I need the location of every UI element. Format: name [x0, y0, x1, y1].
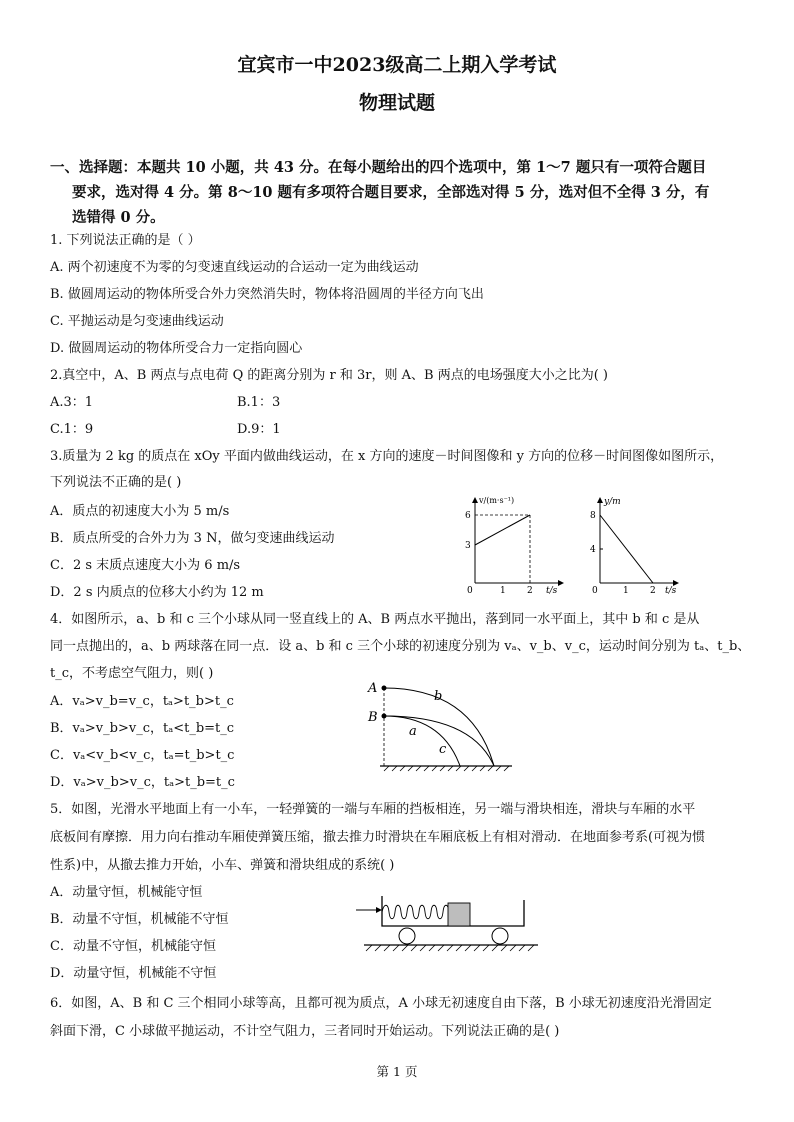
q5-spring: [382, 905, 455, 919]
q4-ground-hatch: [384, 766, 509, 771]
q2-option-d: D.9：1: [237, 422, 281, 437]
exam-subtitle: 物理试题: [358, 92, 435, 114]
q3-stem-line2: 下列说法不正确的是( ): [50, 475, 182, 490]
q2-stem: 2.真空中，A、B 两点与点电荷 Q 的距离分别为 r 和 3r，则 A、B 两点的电场强度大小之比为( ): [50, 368, 608, 383]
section-intro-line2: 要求，选对得 4 分。第 8～10 题有多项符合题目要求，全部选对得 5 分，选对但不全得 3 分，有: [72, 184, 710, 201]
q5-wheel-right: [492, 928, 508, 944]
q1-option-d: D. 做圆周运动的物体所受合力一定指向圆心: [50, 341, 303, 356]
y-xtick-0: 0: [592, 586, 598, 595]
vx-line: [475, 515, 530, 545]
q1-option-a: A. 两个初速度不为零的匀变速直线运动的合运动一定为曲线运动: [50, 260, 419, 275]
q4-trajectory-c: [384, 716, 460, 766]
vx-y-arrow-icon: [472, 497, 478, 503]
q3-option-a: A．质点的初速度大小为 5 m/s: [50, 504, 230, 519]
q5-stem-line1: 5．如图，光滑水平地面上有一小车，一轻弹簧的一端与车厢的挡板相连，另一端与滑块相连，滑块与车厢的水平: [50, 802, 696, 817]
y-y-arrow-icon: [597, 497, 603, 503]
q3-option-b: B．质点所受的合外力为 3 N，做匀变速曲线运动: [50, 531, 335, 546]
y-line: [600, 515, 653, 583]
section-intro-line1: 一、选择题：本题共 10 小题，共 43 分。在每小题给出的四个选项中，第 1～7 题只有一项符合题目: [50, 159, 707, 176]
q5-option-c: C．动量不守恒，机械能守恒: [50, 939, 216, 954]
q5-stem-line3: 性系)中，从撤去推力开始，小车、弹簧和滑块组成的系统( ): [50, 858, 395, 873]
vx-x-arrow-icon: [558, 580, 564, 586]
y-xlabel: t/s: [665, 586, 677, 595]
q5-cart-figure: [352, 892, 542, 962]
q4-option-a: A．vₐ>v_b=v_c，tₐ>t_b>t_c: [50, 694, 234, 709]
q4-projectile-figure: [362, 676, 522, 776]
q2-option-c: C.1：9: [50, 422, 94, 437]
exam-title: 宜宾市一中2023级高二上期入学考试: [237, 54, 557, 76]
q5-wheel-left: [399, 928, 415, 944]
q5-ground-hatch: [366, 945, 534, 951]
q1-option-b: B. 做圆周运动的物体所受合外力突然消失时，物体将沿圆周的半径方向飞出: [50, 287, 484, 302]
y-ylabel: y/m: [604, 497, 621, 507]
vx-xlabel: t/s: [546, 586, 558, 595]
vx-xtick-1: 1: [500, 586, 506, 595]
q3-option-c: C．2 s 末质点速度大小为 6 m/s: [50, 558, 241, 573]
vx-xtick-2: 2: [527, 586, 533, 595]
q4-option-b: B．vₐ>v_b>v_c，tₐ<t_b=t_c: [50, 721, 235, 736]
q4-label-B: B: [368, 710, 378, 725]
vx-xtick-0: 0: [467, 586, 473, 595]
q4-stem-line3: t_c，不考虑空气阻力，则( ): [50, 666, 214, 681]
q5-stem-line2: 底板间有摩擦．用力向右推动车厢使弹簧压缩，撤去推力时滑块在车厢底板上有相对滑动．在地面参考系(可视为惯: [50, 830, 706, 845]
q5-arrow-head-icon: [376, 907, 382, 913]
q5-option-d: D．动量守恒，机械能不守恒: [50, 966, 217, 981]
q2-option-a: A.3：1: [50, 395, 94, 410]
y-ytick-4: 4: [590, 545, 596, 555]
vx-ytick-6: 6: [465, 511, 471, 521]
y-xtick-1: 1: [623, 586, 629, 595]
q6-stem-line1: 6．如图，A、B 和 C 三个相同小球等高，且都可视为质点，A 小球无初速度自由下落，B 小球无初速度沿光滑固定: [50, 996, 712, 1011]
q2-option-b: B.1：3: [237, 395, 281, 410]
page-footer: 第 1 页: [376, 1064, 418, 1079]
q4-trajectory-b: [384, 716, 494, 766]
q4-option-c: C．vₐ<v_b<v_c，tₐ=t_b>t_c: [50, 748, 235, 763]
vx-ylabel: v/(m·s⁻¹): [479, 496, 515, 505]
q1-option-c: C. 平抛运动是匀变速曲线运动: [50, 314, 224, 329]
q5-option-b: B．动量不守恒，机械能不守恒: [50, 912, 229, 927]
q3-y-graph: [585, 495, 695, 595]
q4-stem-line2: 同一点抛出的，a、b 两球落在同一点．设 a、b 和 c 三个小球的初速度分别为 vₐ、v_b、v_c，运动时间分别为 tₐ、t_b、: [50, 639, 751, 654]
section-intro-line3: 选错得 0 分。: [72, 209, 165, 226]
q4-stem-line1: 4．如图所示，a、b 和 c 三个小球从同一竖直线上的 A、B 两点水平抛出，落到同一水平面上，其中 b 和 c 是从: [50, 612, 700, 627]
vx-ytick-3: 3: [465, 541, 471, 551]
q3-vx-graph: [460, 495, 570, 595]
q1-stem: 1. 下列说法正确的是（ ）: [50, 233, 201, 248]
q5-option-a: A．动量守恒，机械能守恒: [50, 885, 203, 900]
q4-label-b: b: [434, 689, 443, 704]
q6-stem-line2: 斜面下滑，C 小球做平抛运动，不计空气阻力，三者同时开始运动。下列说法正确的是( ): [50, 1024, 560, 1039]
q4-label-c: c: [439, 742, 447, 757]
q3-stem-line1: 3.质量为 2 kg 的质点在 xOy 平面内做曲线运动，在 x 方向的速度－时间图像和 y 方向的位移－时间图像如图所示，: [50, 449, 724, 464]
y-ytick-8: 8: [590, 511, 596, 521]
y-xtick-2: 2: [650, 586, 656, 595]
q4-label-a: a: [409, 724, 417, 739]
q3-option-d: D．2 s 内质点的位移大小约为 12 m: [50, 585, 264, 600]
q5-block: [448, 903, 470, 926]
q4-label-A: A: [368, 681, 378, 696]
q4-option-d: D．vₐ>v_b>v_c，tₐ>t_b=t_c: [50, 775, 235, 790]
